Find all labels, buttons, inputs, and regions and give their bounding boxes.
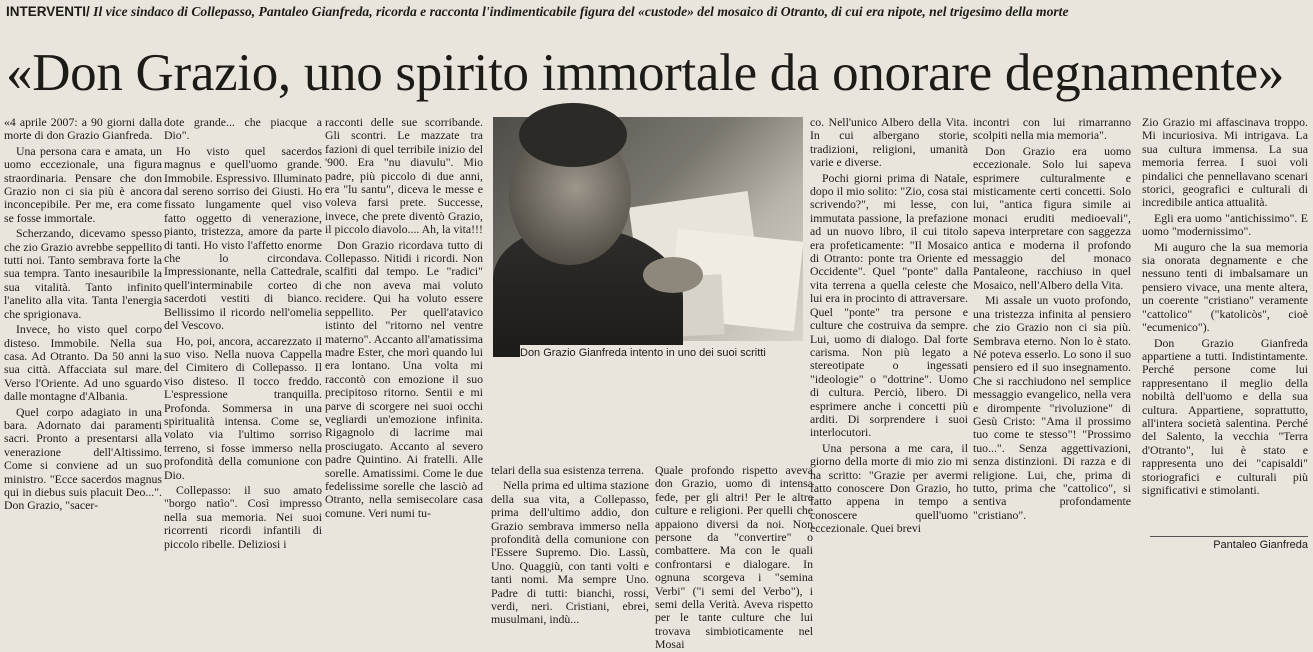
article-paragraph: Pochi giorni prima di Natale, dopo il mio solito: "Zio, cosa stai scrivendo?", mi lesse, con immutata passione, la prefazione ad un nuovo libro, il cui titolo era profeticamente: "Il Mosaico di Otranto: ponte tra Oriente ed Occidente". Quel "ponte" dalla vita terrena a quella celeste che lui era in procinto di attraversare. Quel "ponte" tra persone e culture che costruiva da sempre. Lui, uomo di dialogo. Dal forte carisma. Non più legato a stereotipate o ingessati "ideologie" o "dottrine". Uomo di cultura. Perciò, libero. Di esprimere anche i concetti più arditi. Di sorprendere i suoi interlocutori. — [810, 170, 968, 440]
author-signature: Pantaleo Gianfreda — [1150, 536, 1308, 553]
article-paragraph: Collepasso: il suo amato "borgo natìo". Così impresso nella sua memoria. Nei suoi ricorrenti ricordi infantili di piccolo ribelle. Deliziosi i — [164, 482, 322, 551]
photo-caption: Don Grazio Gianfreda intento in uno dei suoi scritti — [520, 345, 810, 361]
article-paragraph: Quale profondo rispetto aveva don Grazio, uomo di intensa fede, per gli altri! Per le altre culture e religioni. Per quelli che appaiono diversi da noi. Non persone da "convertire" o combattere. Ma con le quali confrontarsi e dialogare. In ognuna scorgeva i "semina Verbi" ("i semi del Verbo"), i semi della Verità. Aveva rispetto per le tante culture che lui trovava simbioticamente nel Mosai — [655, 463, 813, 652]
article-body — [0, 115, 1313, 652]
article-column-3 — [325, 116, 483, 554]
kicker-description: Il vice sindaco di Collepasso, Pantaleo Gianfreda, ricorda e racconta l'indimenticabile figura del «custode» del mosaico di Otranto, di cui era nipote, nel trigesimo della morte — [93, 4, 1069, 19]
article-paragraph: Invece, ho visto quel corpo disteso. Immobile. Nella sua casa. Ad Otranto. Da 50 anni la sua città. Affacciata sul mare. Verso l'Oriente. Ad uno sguardo dalle montagne d'Albania. — [4, 322, 162, 404]
article-paragraph: incontri con lui rimarranno scolpiti nella mia memoria". — [973, 115, 1131, 143]
article-paragraph: Ho, poi, ancora, accarezzato il suo viso. Nella nuova Cappella del Cimitero di Collepasso. Il viso disteso. Il tocco freddo. L'espressione tranquilla. Profonda. Sommersa in una spiritualità intensa. Come se, volato via l'ultimo sorriso terreno, si fosse immerso nella profondità della comunione con Dio. — [164, 333, 322, 482]
article-paragraph: racconti delle sue scorribande. Gli scontri. Le mazzate tra fazioni di quel terribile inizio del '900. Era "nu diavulu". Mio padre, più piccolo di due anni, era "lu santu", diceva le messe e voleva farsi prete. Successe, invece, che prete diventò Grazio, il piccolo diavolo.... Ah, la vita!!! — [325, 115, 483, 237]
section-rubric: INTERVENTI/ — [6, 4, 90, 19]
article-paragraph: Scherzando, dicevamo spesso che zio Grazio avrebbe seppellito tutti noi. Tanto sembrava forte la sua tempra. Tanto inesauribile la sua vitalità. Tanto infinito l'anelito alla vita. Tanta l'energia che sprigionava. — [4, 226, 162, 321]
article-paragraph: co. Nell'unico Albero della Vita. In cui albergano storie, tradizioni, religioni, umanità varie e diverse. — [810, 115, 968, 170]
article-paragraph: Don Grazio ricordava tutto di Collepasso. Nitidi i ricordi. Non scalfiti dal tempo. Le "radici" che non aveva mai voluto recidere. Qui ha voluto essere seppellito. Per quell'atavico istinto del "ritorno nel ventre materno". Accanto all'amatissima madre Ester, che morì quando lui era lontano. Una volta mi raccontò con emozione il suo precipitoso ritorno. Sentii e mi parve di scorgere nei suoi occhi vegliardi un'emozione infinita. Rigagnolo di lacrime mai prosciugato. Accanto al severo padre Quintino. Ai fratelli. Alle sorelle. Amatissimi. Come le due fedelissime sorelle che lasciò ad Otranto, nella semisecolare casa comune. Veri numi tu- — [325, 237, 483, 520]
article-column-2 — [164, 116, 322, 554]
article-paragraph: Una persona a me cara, il giorno della morte di mio zio mi ha scritto: "Grazie per avermi fatto conoscere Don Grazio, ho fatto appena in tempo a conoscere quell'uomo eccezionale. Quei brevi — [810, 440, 968, 536]
article-paragraph: Don Grazio Gianfreda appartiene a tutti. Indistintamente. Perché persone come lui rappresentano il meglio della nobiltà dell'uomo e della sua cultura. Appartiene, soprattutto, all'intera società salentina. Perché del Salento, la vecchia "Terra d'Otranto", lui è stato e rappresenta uno dei "capisaldi" storiografici e culturali più significativi e stimolanti. — [1142, 335, 1308, 497]
kicker-line — [6, 2, 1306, 22]
article-paragraph: Don Grazio era uomo eccezionale. Solo lui sapeva esprimere culturalmente e misticamente certi concetti. Solo lui, "antica figura simile ai monaci eruditi medioevali", sapeva interpretare con saggezza antica e moderna il profondo messaggio del monaco Pantaleone, racchiuso in quel Mosaico, nell'Albero della Vita. — [973, 143, 1131, 292]
article-paragraph: Quel corpo adagiato in una bara. Adornato dai paramenti sacri. Pronto a presentarsi alla venerazione dell'Altissimo. Come si conviene ad un suo ministro. "Ecce sacerdos magnus qui in diebus suis placuit Deo...". Don Grazio, "sacer- — [4, 404, 162, 513]
article-paragraph: Zio Grazio mi affascinava troppo. Mi incuriosiva. Mi intrigava. La sua cultura immensa. La sua memoria ferrea. I suoi voli pindalici che pennellavano scenari storici, geografici e culturali di incredibile antica attualità. — [1142, 115, 1308, 210]
article-column-4 — [491, 463, 649, 627]
article-paragraph: Mi assale un vuoto profondo, una tristezza infinita al pensiero che zio Grazio non ci sia più. Sembrava eterno. Non lo è stato. Né poteva esserlo. Lo sono il suo pensiero ed il suo insegnamento. Che si racchiudono nel semplice messaggio evangelico, nella vera e dirompente "rivoluzione" di Gesù Cristo: "Ama il prossimo tuo come te stesso"! "Prossimo tuo...". Senza aggettivazioni, senza distinzioni. Di razza e di religione. Lui, che, prima di tutto, prima che "cattolico", si sentiva profondamente "cristiano". — [973, 293, 1131, 522]
article-paragraph: Nella prima ed ultima stazione della sua vita, a Collepasso, prima dell'ultimo addio, don Grazio sembrava immerso nella profondità della comunione con l'Essere Supremo. Dio. Lassù, Uno. Quaggiù, con tanti volti e tanti nomi. Ma sempre Uno. Padre di tutti: bianchi, rossi, verdi, neri. Cristiani, ebrei, musulmani, indù... — [491, 478, 649, 627]
article-paragraph: Mi auguro che la sua memoria sia onorata degnamente e che nessuno tenti di imbalsamare un pensiero vivace, una mente altera, un coerente "cristiano" veramente "cattolico" ("katolicòs", cioè "ecumenico"). — [1142, 239, 1308, 335]
article-column-1 — [4, 116, 162, 554]
article-paragraph: telari della sua esistenza terrena. — [491, 463, 644, 477]
article-paragraph: «4 aprile 2007: a 90 giorni dalla morte di don Grazio Gianfreda. — [4, 115, 162, 143]
article-paragraph: Ho visto quel sacerdos magnus e quell'uomo grande. Immobile. Espressivo. Illuminato dal sereno sorriso dei Giusti. Ho fissato lungamente quel viso fatto oggetto di venerazione, pianto, tristezza, amore da parte di tanti. Ho visto l'affetto enorme che lo circondava. Impressionante, nella Cattedrale, quell'interminabile corteo di sacerdoti vestiti di bianco. Bellissimo il ricordo nell'omelia del Vescovo. — [164, 143, 322, 333]
article-paragraph: dote grande... che piacque a Dio". — [164, 115, 322, 143]
article-column-7 — [973, 116, 1131, 554]
article-column-6 — [810, 116, 968, 554]
headline: «Don Grazio, uno spirito immortale da onorare degnamente» — [6, 44, 1285, 102]
article-paragraph: Egli era uomo "antichissimo". E uomo "modernissimo". — [1142, 210, 1308, 239]
article-paragraph: Una persona cara e amata, un uomo eccezionale, una figura straordinaria. Pensare che don Grazio non ci sia più è ancora inconcepibile. Per me, era come se fosse immortale. — [4, 143, 162, 225]
article-column-8 — [1142, 116, 1308, 554]
article-column-5 — [655, 463, 813, 652]
